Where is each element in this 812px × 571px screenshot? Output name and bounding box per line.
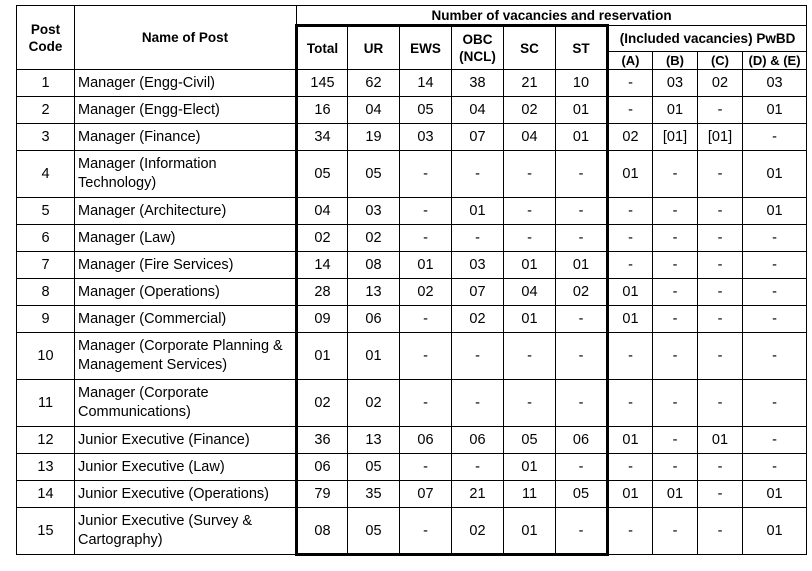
cell-obc: - <box>452 333 504 380</box>
cell-post-code: 5 <box>17 198 75 225</box>
table-row <box>17 380 807 427</box>
cell-ews: 02 <box>400 279 452 306</box>
cell-sc: 02 <box>504 97 556 124</box>
cell-ews: 05 <box>400 97 452 124</box>
cell-pwbd-de: - <box>743 333 807 380</box>
cell-ur: 05 <box>348 508 400 555</box>
cell-post-name: Manager (Corporate Planning & Management Services) <box>75 333 297 380</box>
header-sc: SC <box>504 26 556 70</box>
cell-st: 01 <box>556 252 608 279</box>
cell-ur: 01 <box>348 333 400 380</box>
cell-pwbd-c: [01] <box>698 124 743 151</box>
cell-st: - <box>556 380 608 427</box>
cell-obc: 07 <box>452 279 504 306</box>
cell-sc: - <box>504 225 556 252</box>
cell-post-code: 10 <box>17 333 75 380</box>
cell-st: 01 <box>556 97 608 124</box>
table-row <box>17 151 807 198</box>
table-row <box>17 124 807 151</box>
cell-pwbd-a: - <box>608 97 653 124</box>
cell-post-name: Manager (Information Technology) <box>75 151 297 198</box>
cell-sc: - <box>504 333 556 380</box>
cell-total: 145 <box>297 70 348 97</box>
table-row <box>17 508 807 555</box>
cell-st: - <box>556 225 608 252</box>
header-vacancies-group: Number of vacancies and reservation <box>297 6 807 26</box>
cell-pwbd-de: - <box>743 225 807 252</box>
cell-post-code: 13 <box>17 454 75 481</box>
cell-st: - <box>556 454 608 481</box>
cell-ews: 14 <box>400 70 452 97</box>
cell-ur: 03 <box>348 198 400 225</box>
cell-obc: - <box>452 380 504 427</box>
cell-pwbd-c: - <box>698 252 743 279</box>
cell-pwbd-de: 01 <box>743 508 807 555</box>
cell-ur: 62 <box>348 70 400 97</box>
cell-pwbd-b: 03 <box>653 70 698 97</box>
cell-pwbd-a: - <box>608 252 653 279</box>
cell-obc: 21 <box>452 481 504 508</box>
cell-post-code: 3 <box>17 124 75 151</box>
cell-post-code: 11 <box>17 380 75 427</box>
cell-obc: 04 <box>452 97 504 124</box>
cell-obc: - <box>452 225 504 252</box>
cell-pwbd-c: - <box>698 306 743 333</box>
cell-pwbd-b: [01] <box>653 124 698 151</box>
cell-post-name: Manager (Architecture) <box>75 198 297 225</box>
cell-post-code: 1 <box>17 70 75 97</box>
cell-total: 01 <box>297 333 348 380</box>
cell-pwbd-a: 02 <box>608 124 653 151</box>
cell-st: - <box>556 306 608 333</box>
cell-pwbd-b: - <box>653 279 698 306</box>
cell-pwbd-de: - <box>743 124 807 151</box>
cell-post-name: Manager (Corporate Communications) <box>75 380 297 427</box>
table-header <box>17 6 807 70</box>
cell-post-code: 7 <box>17 252 75 279</box>
cell-ews: 03 <box>400 124 452 151</box>
cell-pwbd-de: 01 <box>743 481 807 508</box>
cell-post-name: Junior Executive (Operations) <box>75 481 297 508</box>
cell-ews: - <box>400 454 452 481</box>
cell-pwbd-c: - <box>698 380 743 427</box>
cell-obc: 03 <box>452 252 504 279</box>
cell-post-name: Manager (Engg-Civil) <box>75 70 297 97</box>
cell-ur: 13 <box>348 427 400 454</box>
cell-pwbd-b: - <box>653 198 698 225</box>
cell-sc: 01 <box>504 508 556 555</box>
header-ur: UR <box>348 26 400 70</box>
cell-pwbd-de: - <box>743 454 807 481</box>
cell-pwbd-de: - <box>743 380 807 427</box>
cell-ur: 04 <box>348 97 400 124</box>
cell-pwbd-de: - <box>743 427 807 454</box>
cell-pwbd-c: - <box>698 454 743 481</box>
cell-pwbd-a: 01 <box>608 279 653 306</box>
cell-ews: - <box>400 198 452 225</box>
cell-obc: 38 <box>452 70 504 97</box>
cell-pwbd-de: 01 <box>743 151 807 198</box>
cell-ur: 08 <box>348 252 400 279</box>
header-post-code: Post Code <box>17 6 75 70</box>
cell-st: - <box>556 151 608 198</box>
cell-pwbd-b: - <box>653 333 698 380</box>
cell-ews: - <box>400 508 452 555</box>
cell-sc: 01 <box>504 252 556 279</box>
cell-pwbd-de: - <box>743 252 807 279</box>
header-pwbd-c: (C) <box>698 52 743 70</box>
table-row <box>17 279 807 306</box>
cell-pwbd-c: - <box>698 225 743 252</box>
cell-ews: 06 <box>400 427 452 454</box>
cell-ur: 35 <box>348 481 400 508</box>
cell-total: 02 <box>297 225 348 252</box>
cell-ur: 02 <box>348 225 400 252</box>
cell-st: 10 <box>556 70 608 97</box>
cell-st: 06 <box>556 427 608 454</box>
table-row <box>17 454 807 481</box>
cell-ur: 02 <box>348 380 400 427</box>
cell-post-name: Manager (Commercial) <box>75 306 297 333</box>
cell-obc: - <box>452 151 504 198</box>
cell-pwbd-c: - <box>698 333 743 380</box>
cell-pwbd-b: - <box>653 252 698 279</box>
cell-sc: - <box>504 380 556 427</box>
cell-post-code: 2 <box>17 97 75 124</box>
cell-pwbd-b: 01 <box>653 97 698 124</box>
cell-ews: 01 <box>400 252 452 279</box>
cell-sc: 01 <box>504 306 556 333</box>
cell-total: 04 <box>297 198 348 225</box>
table-body <box>17 70 807 555</box>
cell-post-code: 6 <box>17 225 75 252</box>
cell-post-code: 4 <box>17 151 75 198</box>
cell-ur: 06 <box>348 306 400 333</box>
cell-pwbd-de: - <box>743 306 807 333</box>
cell-pwbd-b: - <box>653 380 698 427</box>
cell-post-name: Manager (Fire Services) <box>75 252 297 279</box>
cell-ur: 05 <box>348 151 400 198</box>
cell-obc: 01 <box>452 198 504 225</box>
cell-post-code: 15 <box>17 508 75 555</box>
cell-st: 02 <box>556 279 608 306</box>
cell-pwbd-c: 02 <box>698 70 743 97</box>
cell-pwbd-a: 01 <box>608 427 653 454</box>
table-row <box>17 70 807 97</box>
cell-st: - <box>556 508 608 555</box>
header-pwbd-group: (Included vacancies) PwBD <box>608 26 807 52</box>
cell-post-name: Manager (Operations) <box>75 279 297 306</box>
cell-post-name: Junior Executive (Survey & Cartography) <box>75 508 297 555</box>
cell-total: 16 <box>297 97 348 124</box>
header-pwbd-a: (A) <box>608 52 653 70</box>
cell-total: 28 <box>297 279 348 306</box>
table-row <box>17 97 807 124</box>
header-ews: EWS <box>400 26 452 70</box>
cell-obc: 06 <box>452 427 504 454</box>
header-obc: OBC (NCL) <box>452 26 504 70</box>
cell-ews: - <box>400 151 452 198</box>
cell-total: 09 <box>297 306 348 333</box>
cell-sc: - <box>504 198 556 225</box>
cell-pwbd-c: - <box>698 508 743 555</box>
cell-pwbd-de: 01 <box>743 198 807 225</box>
cell-st: - <box>556 333 608 380</box>
cell-ur: 13 <box>348 279 400 306</box>
cell-pwbd-de: 01 <box>743 97 807 124</box>
header-name-of-post: Name of Post <box>75 6 297 70</box>
cell-ur: 05 <box>348 454 400 481</box>
cell-ews: - <box>400 306 452 333</box>
table-row <box>17 427 807 454</box>
cell-pwbd-c: - <box>698 481 743 508</box>
cell-pwbd-a: 01 <box>608 481 653 508</box>
cell-st: - <box>556 198 608 225</box>
table-row <box>17 333 807 380</box>
cell-post-name: Manager (Law) <box>75 225 297 252</box>
cell-total: 34 <box>297 124 348 151</box>
cell-post-name: Manager (Engg-Elect) <box>75 97 297 124</box>
cell-pwbd-a: - <box>608 333 653 380</box>
cell-pwbd-a: - <box>608 454 653 481</box>
cell-pwbd-b: - <box>653 508 698 555</box>
cell-obc: - <box>452 454 504 481</box>
cell-total: 79 <box>297 481 348 508</box>
header-st: ST <box>556 26 608 70</box>
cell-obc: 07 <box>452 124 504 151</box>
table-row <box>17 225 807 252</box>
cell-pwbd-c: - <box>698 279 743 306</box>
cell-pwbd-b: 01 <box>653 481 698 508</box>
cell-pwbd-c: - <box>698 151 743 198</box>
cell-ews: - <box>400 380 452 427</box>
cell-ur: 19 <box>348 124 400 151</box>
cell-post-code: 12 <box>17 427 75 454</box>
cell-sc: - <box>504 151 556 198</box>
table-row <box>17 252 807 279</box>
cell-post-name: Junior Executive (Finance) <box>75 427 297 454</box>
cell-total: 36 <box>297 427 348 454</box>
cell-post-name: Manager (Finance) <box>75 124 297 151</box>
cell-pwbd-b: - <box>653 225 698 252</box>
cell-post-code: 9 <box>17 306 75 333</box>
cell-post-name: Junior Executive (Law) <box>75 454 297 481</box>
cell-st: 01 <box>556 124 608 151</box>
cell-pwbd-a: - <box>608 70 653 97</box>
cell-total: 02 <box>297 380 348 427</box>
cell-total: 08 <box>297 508 348 555</box>
header-pwbd-b: (B) <box>653 52 698 70</box>
cell-pwbd-de: 03 <box>743 70 807 97</box>
cell-pwbd-b: - <box>653 454 698 481</box>
cell-pwbd-a: 01 <box>608 151 653 198</box>
cell-pwbd-a: - <box>608 198 653 225</box>
cell-st: 05 <box>556 481 608 508</box>
cell-sc: 04 <box>504 279 556 306</box>
cell-obc: 02 <box>452 508 504 555</box>
cell-sc: 21 <box>504 70 556 97</box>
cell-total: 06 <box>297 454 348 481</box>
cell-ews: - <box>400 333 452 380</box>
cell-pwbd-a: - <box>608 380 653 427</box>
table-row <box>17 481 807 508</box>
cell-pwbd-c: - <box>698 198 743 225</box>
cell-sc: 05 <box>504 427 556 454</box>
cell-post-code: 8 <box>17 279 75 306</box>
cell-ews: 07 <box>400 481 452 508</box>
cell-pwbd-b: - <box>653 151 698 198</box>
header-total: Total <box>297 26 348 70</box>
cell-obc: 02 <box>452 306 504 333</box>
cell-pwbd-a: - <box>608 225 653 252</box>
cell-sc: 01 <box>504 454 556 481</box>
cell-pwbd-de: - <box>743 279 807 306</box>
cell-pwbd-a: 01 <box>608 306 653 333</box>
cell-pwbd-a: - <box>608 508 653 555</box>
cell-ews: - <box>400 225 452 252</box>
cell-sc: 04 <box>504 124 556 151</box>
table-row <box>17 306 807 333</box>
cell-total: 05 <box>297 151 348 198</box>
cell-pwbd-c: 01 <box>698 427 743 454</box>
cell-post-code: 14 <box>17 481 75 508</box>
cell-total: 14 <box>297 252 348 279</box>
cell-pwbd-b: - <box>653 306 698 333</box>
table-row <box>17 198 807 225</box>
cell-sc: 11 <box>504 481 556 508</box>
cell-pwbd-c: - <box>698 97 743 124</box>
cell-pwbd-b: - <box>653 427 698 454</box>
vacancy-reservation-table <box>16 5 807 556</box>
header-pwbd-de: (D) & (E) <box>743 52 807 70</box>
